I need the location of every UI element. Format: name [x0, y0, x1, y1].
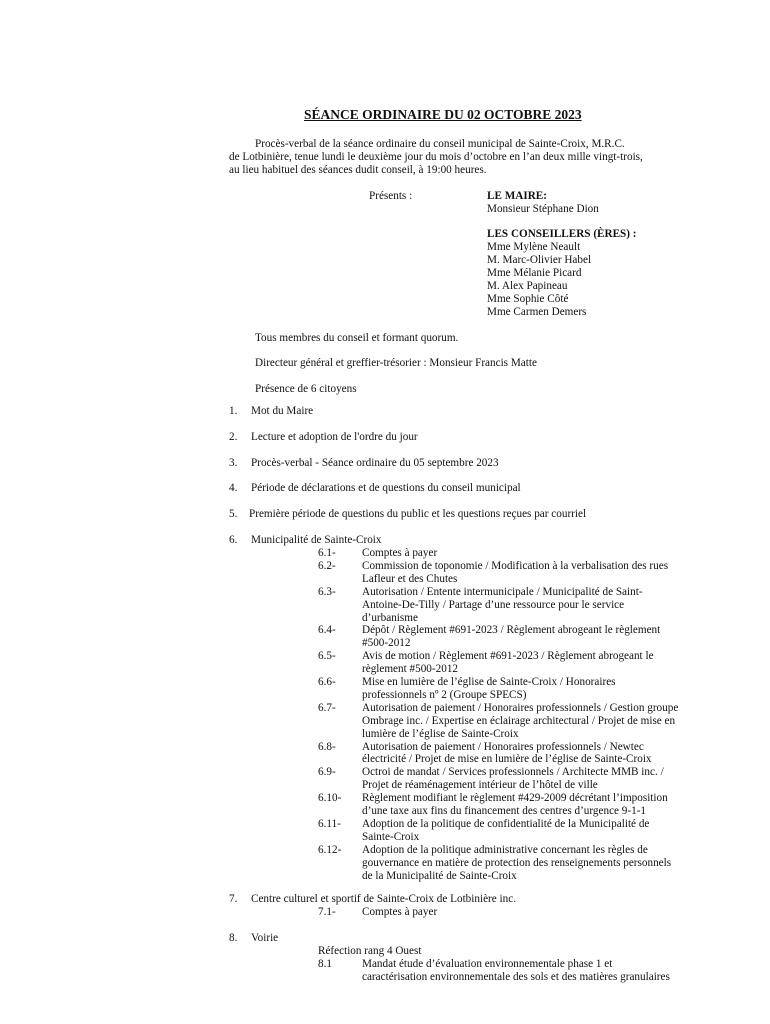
sub-item-number: 6.8- — [318, 740, 336, 753]
sub-item-text: Comptes à payer — [362, 906, 438, 918]
sub-item-text-line: électricité / Projet de mise en lumière de l’église de Sainte-Croix — [362, 753, 652, 766]
agenda-item-text: Première période de questions du public et les questions reçues par courriel — [249, 508, 587, 520]
agenda-item-number: 1. — [229, 405, 238, 417]
conseillers-heading: LES CONSEILLERS (ÈRES) : — [487, 228, 637, 240]
sub-item-number: 6.7- — [318, 701, 336, 714]
sub-item-text-line: gouvernance en matière de protection des renseignements personnels — [362, 856, 672, 869]
sub-item-text-line: Antoine-De-Tilly / Partage d’une ressource pour le service — [362, 598, 625, 611]
sub-item-text-line: Mise en lumière de l’église de Sainte-Croix / Honoraires — [362, 676, 616, 688]
conseiller-name: Mme Sophie Côté — [487, 293, 569, 305]
sub-item-number: 6.1- — [318, 547, 336, 559]
sub-item-number: 7.1- — [318, 906, 336, 918]
agenda-item-number: 6. — [229, 534, 238, 546]
sub-item-number: 6.9- — [318, 766, 336, 779]
sub-item-text-line: Octroi de mandat / Services professionnels / Architecte MMB inc. / — [362, 766, 664, 779]
directeur-text: Directeur général et greffier-trésorier : Monsieur Francis Matte — [255, 357, 537, 369]
sub-item-text-line: d’urbanisme — [362, 611, 418, 624]
sub-item-number: 6.10- — [318, 792, 342, 805]
sub-item-number: 6.2- — [318, 559, 336, 572]
sub-item-number: 6.5- — [318, 650, 336, 663]
agenda-item-text: Voirie — [251, 932, 279, 944]
agenda-item-text: Mot du Maire — [251, 405, 314, 417]
quorum-text: Tous membres du conseil et formant quorum. — [255, 332, 459, 344]
conseiller-name: Mme Carmen Demers — [487, 306, 587, 318]
agenda-item-number: 4. — [229, 482, 238, 494]
sub-item-text-line: Autorisation / Entente intermunicipale / Municipalité de Saint- — [362, 585, 643, 598]
sub-item-text-line: Dépôt / Règlement #691-2023 / Règlement abrogeant le règlement — [362, 624, 661, 637]
agenda-item-number: 3. — [229, 457, 238, 469]
sub-item-text-line: Mandat étude d’évaluation environnementale phase 1 et — [362, 958, 613, 970]
conseiller-name: Mme Mylène Neault — [487, 241, 581, 253]
maire-name: Monsieur Stéphane Dion — [487, 203, 599, 215]
agenda-item-number: 8. — [229, 932, 238, 944]
sub-item-text-line: professionnels nº 2 (Groupe SPECS) — [362, 688, 527, 701]
sub-item-text-line: Autorisation de paiement / Honoraires professionnels / Gestion groupe — [362, 701, 679, 714]
conseiller-name: M. Alex Papineau — [487, 280, 568, 292]
presents-label: Présents : — [369, 190, 413, 202]
agenda-item-number: 5. — [229, 508, 238, 520]
agenda-item-number: 2. — [229, 431, 238, 443]
sub-item-text-line: Lafleur et des Chutes — [362, 572, 458, 585]
sub-item-text-line: Autorisation de paiement / Honoraires professionnels / Newtec — [362, 740, 644, 753]
sub-item-number: 6.12- — [318, 843, 342, 856]
sub-item-text-line: lumière de l’église de Sainte-Croix — [362, 727, 519, 740]
sub-item-number: 8.1 — [318, 958, 332, 970]
sub-item-number: 6.4- — [318, 624, 336, 637]
sub-item-text-line: de la Municipalité de Sainte-Croix — [362, 869, 517, 882]
sub-item-text-line: d’une taxe aux fins du financement des centres d’urgence 9-1-1 — [362, 805, 647, 817]
maire-heading: LE MAIRE: — [487, 190, 547, 202]
sub-item-number: 6.11- — [318, 817, 341, 830]
sub-section-heading: Réfection rang 4 Ouest — [318, 945, 422, 957]
intro-line-3: au lieu habituel des séances dudit conseil, à 19:00 heures. — [229, 164, 487, 176]
agenda-item-text: Centre culturel et sportif de Sainte-Croix de Lotbinière inc. — [251, 893, 516, 905]
sub-item-text-line: Adoption de la politique administrative concernant les règles de — [362, 843, 648, 856]
intro-line-2: de Lotbinière, tenue lundi le deuxième jour du mois d’octobre en l’an deux mille vingt-trois, — [229, 151, 643, 163]
agenda-item-text: Période de déclarations et de questions du conseil municipal — [251, 482, 521, 494]
conseiller-name: M. Marc-Olivier Habel — [487, 254, 592, 266]
sub-item-number: 6.6- — [318, 676, 336, 688]
agenda-item-text: Lecture et adoption de l'ordre du jour — [251, 431, 418, 443]
sub-item-text-line: Avis de motion / Règlement #691-2023 / Règlement abrogeant le — [362, 650, 654, 663]
sub-item-number: 6.3- — [318, 585, 336, 598]
intro-line-1: Procès-verbal de la séance ordinaire du conseil municipal de Sainte-Croix, M.R.C. — [255, 138, 625, 150]
sub-item-text-line: Sainte-Croix — [362, 830, 420, 843]
sub-item-text-line: Commission de toponomie / Modification à la verbalisation des rues — [362, 559, 669, 572]
conseiller-name: Mme Mélanie Picard — [487, 267, 582, 279]
sub-item-text-line: Comptes à payer — [362, 547, 438, 559]
sub-item-text-line: Projet de réaménagement intérieur de l’hôtel de ville — [362, 779, 598, 792]
sub-item-text-line: caractérisation environnementale des sols et des matières granulaires — [362, 971, 670, 983]
sub-item-text-line: Adoption de la politique de confidentialité de la Municipalité de — [362, 817, 650, 830]
sub-item-text-line: #500-2012 — [362, 637, 411, 650]
agenda-item-number: 7. — [229, 893, 238, 905]
sub-item-text-line: Ombrage inc. / Expertise en éclairage architectural / Projet de mise en — [362, 714, 676, 727]
agenda-item-text: Procès-verbal - Séance ordinaire du 05 septembre 2023 — [251, 457, 499, 469]
page-title: SÉANCE ORDINAIRE DU 02 OCTOBRE 2023 — [304, 107, 582, 122]
sub-item-text-line: Règlement modifiant le règlement #429-2009 décrétant l’imposition — [362, 792, 668, 805]
agenda-item-text: Municipalité de Sainte-Croix — [251, 534, 382, 546]
sub-item-text-line: règlement #500-2012 — [362, 663, 459, 676]
presence-text: Présence de 6 citoyens — [255, 383, 357, 395]
